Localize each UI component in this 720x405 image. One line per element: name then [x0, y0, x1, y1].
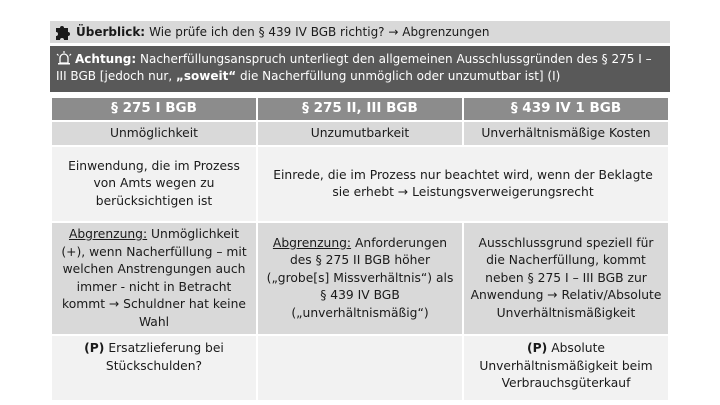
cell-abgrenzung-unzumutbarkeit — [257, 222, 463, 335]
overview-label: Überblick: — [76, 25, 146, 39]
subheader-kosten: Unverhältnismäßige Kosten — [463, 121, 669, 147]
abgrenzung-text: Anforderungen des § 275 II BGB höher („grobe[s] Missverhältnis“) als § 439 IV BGB („unverhältnismäßig“) — [266, 235, 454, 320]
cell-einrede: Einrede, die im Prozess nur beachtet wird, wenn der Beklagte sie erhebt → Leistungsverweigerungsrecht — [257, 146, 669, 222]
warning-text-b: die Nacherfüllung unmöglich oder unzumutbar ist] (I) — [236, 69, 561, 83]
cell-problem-stueckschuld — [51, 335, 257, 401]
cell-einwendung: Einwendung, die im Prozess von Amts wegen zu berücksichtigen ist — [51, 146, 257, 222]
problem-label: (P) — [527, 341, 548, 355]
cell-problem-verbrauchsgueterkauf — [463, 335, 669, 401]
overview-text: Wie prüfe ich den § 439 IV BGB richtig? → Abgrenzungen — [149, 25, 490, 39]
header-275-2-3: § 275 II, III BGB — [257, 97, 463, 121]
problem-text: Absolute Unverhältnismäßigkeit beim Verbrauchsgüterkauf — [479, 341, 653, 390]
problem-text: Ersatzlieferung bei Stückschulden? — [104, 341, 224, 373]
comparison-table — [50, 96, 670, 402]
subheader-unzumutbarkeit: Unzumutbarkeit — [257, 121, 463, 147]
abgrenzung-text: Unmöglichkeit (+), wenn Nacherfüllung – mit welchen Anstrengungen auch immer - nicht in Betracht kommt → Schuldner hat keine Wahl — [61, 227, 247, 329]
problem-label: (P) — [84, 341, 105, 355]
abgrenzung-label: Abgrenzung: — [68, 227, 148, 241]
table-header-row — [51, 97, 669, 121]
alarm-light-icon — [56, 51, 72, 65]
table-row — [51, 146, 669, 222]
subheader-unmoeglichkeit: Unmöglichkeit — [51, 121, 257, 147]
header-439-4: § 439 IV 1 BGB — [463, 97, 669, 121]
warning-text-a: Nacherfüllungsanspruch unterliegt den allgemeinen Ausschlussgründen des § 275 I – III BGB [jedoch nur, — [56, 52, 652, 83]
warning-label: Achtung: — [75, 52, 137, 66]
cell-ausschlussgrund: Ausschlussgrund speziell für die Nacherfüllung, kommt neben § 275 I – III BGB zur Anwendung → Relativ/Absolute Unverhältnismäßigkeit — [463, 222, 669, 335]
abgrenzung-label: Abgrenzung: — [272, 235, 352, 250]
cell-empty — [257, 335, 463, 401]
header-275-1: § 275 I BGB — [51, 97, 257, 121]
overview-bar — [50, 21, 670, 43]
table-subheader-row — [51, 121, 669, 147]
puzzle-icon — [54, 23, 72, 41]
cell-abgrenzung-unmoeglichkeit — [51, 222, 257, 335]
table-row — [51, 335, 669, 401]
warning-emphasis: „soweit“ — [175, 69, 237, 83]
warning-bar — [50, 46, 670, 92]
table-row — [51, 222, 669, 335]
